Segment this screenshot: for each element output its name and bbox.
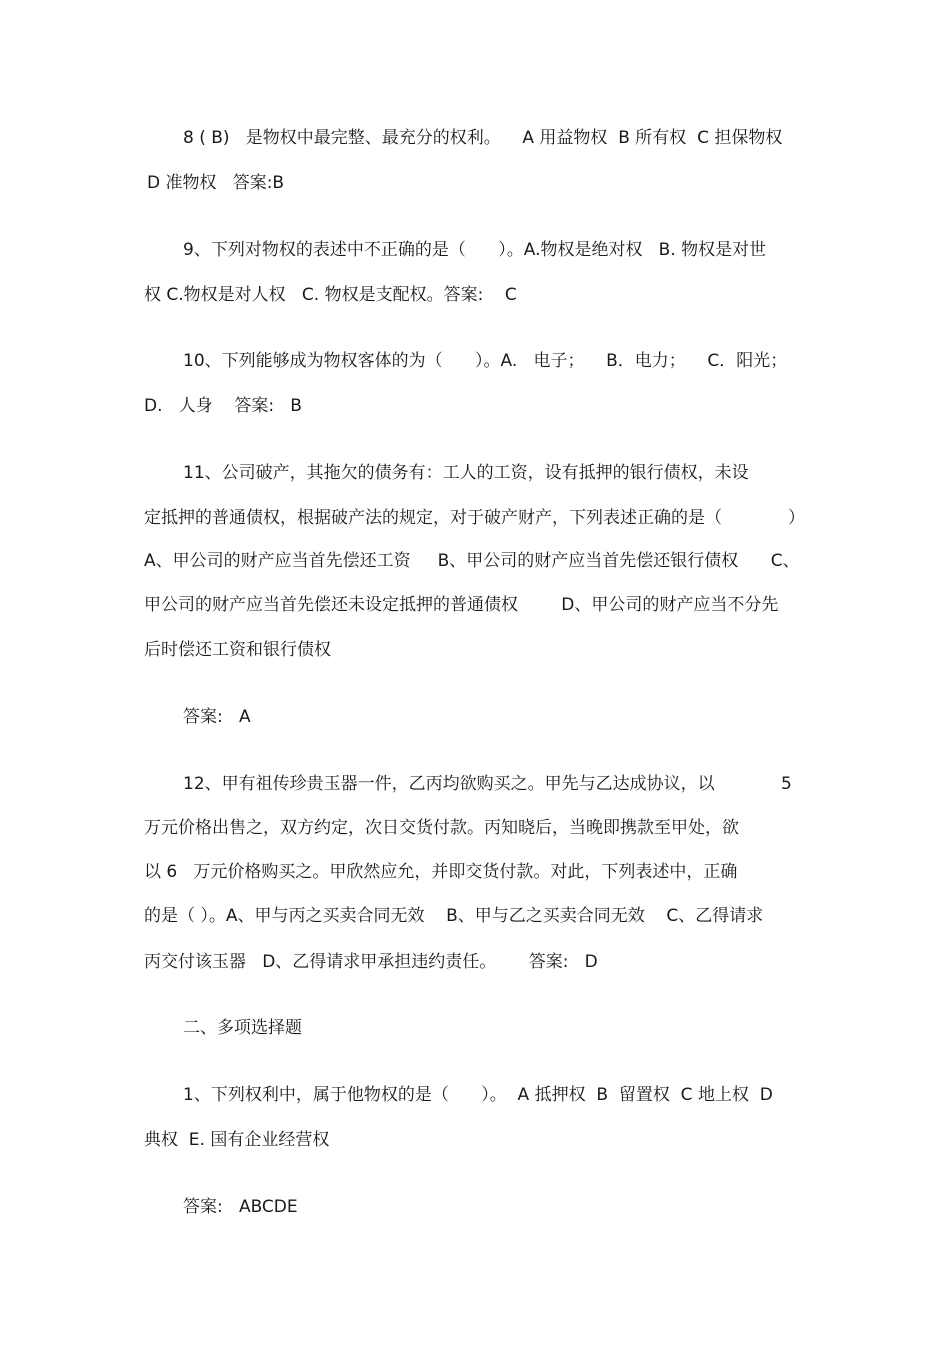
q12-line-4: 的是（ ）。A、甲与丙之买卖合同无效 B、甲与乙之买卖合同无效 C、乙得请求 bbox=[144, 906, 764, 926]
q10-line-2: D. 人身 答案: B bbox=[144, 396, 302, 416]
q9-line-1: 9、下列对物权的表述中不正确的是（ ）。A.物权是绝对权 B. 物权是对世 bbox=[183, 240, 767, 260]
q8-line-2: D 准物权 答案:B bbox=[147, 173, 285, 193]
q11-line-4: 甲公司的财产应当首先偿还未设定抵押的普通债权 D、甲公司的财产应当不分先 bbox=[144, 595, 779, 615]
q12-line-2: 万元价格出售之，双方约定，次日交货付款。丙知晓后，当晚即携款至甲处，欲 bbox=[144, 818, 739, 838]
q8-line-1: 8 ( B) 是物权中最完整、最充分的权利。 A 用益物权 B 所有权 C 担保物权 bbox=[183, 128, 783, 148]
q11-line-3: A、甲公司的财产应当首先偿还工资 B、甲公司的财产应当首先偿还银行债权 C、 bbox=[144, 551, 800, 571]
q11-line-2: 定抵押的普通债权，根据破产法的规定，对于破产财产，下列表述正确的是（ bbox=[144, 508, 722, 528]
q12-line-1-number: 5 bbox=[781, 774, 792, 794]
q10-line-1: 10、下列能够成为物权客体的为（ ）。A. 电子； B．电力； C．阳光； bbox=[183, 351, 788, 371]
q11-answer: 答案: A bbox=[183, 707, 251, 727]
q12-line-5: 丙交付该玉器 D、乙得请求甲承担违约责任。 答案: D bbox=[144, 952, 598, 972]
q11-line-2-close-paren: ） bbox=[788, 508, 805, 528]
section-2-heading: 二、多项选择题 bbox=[183, 1018, 302, 1038]
q12-line-1: 12、甲有祖传珍贵玉器一件，乙丙均欲购买之。甲先与乙达成协议，以 bbox=[183, 774, 715, 794]
q11-line-5: 后时偿还工资和银行债权 bbox=[144, 640, 331, 660]
m1-line-2: 典权 E. 国有企业经营权 bbox=[144, 1130, 330, 1150]
q11-line-1: 11、公司破产，其拖欠的债务有：工人的工资，设有抵押的银行债权，未设 bbox=[183, 463, 749, 483]
m1-answer: 答案: ABCDE bbox=[183, 1197, 298, 1217]
q9-line-2: 权 C.物权是对人权 C. 物权是支配权。答案: C bbox=[144, 285, 517, 305]
m1-line-1: 1、下列权利中，属于他物权的是（ ）。 A 抵押权 B 留置权 C 地上权 D bbox=[183, 1085, 773, 1105]
q12-line-3: 以 6 万元价格购买之。甲欣然应允，并即交货付款。对此，下列表述中，正确 bbox=[144, 862, 738, 882]
